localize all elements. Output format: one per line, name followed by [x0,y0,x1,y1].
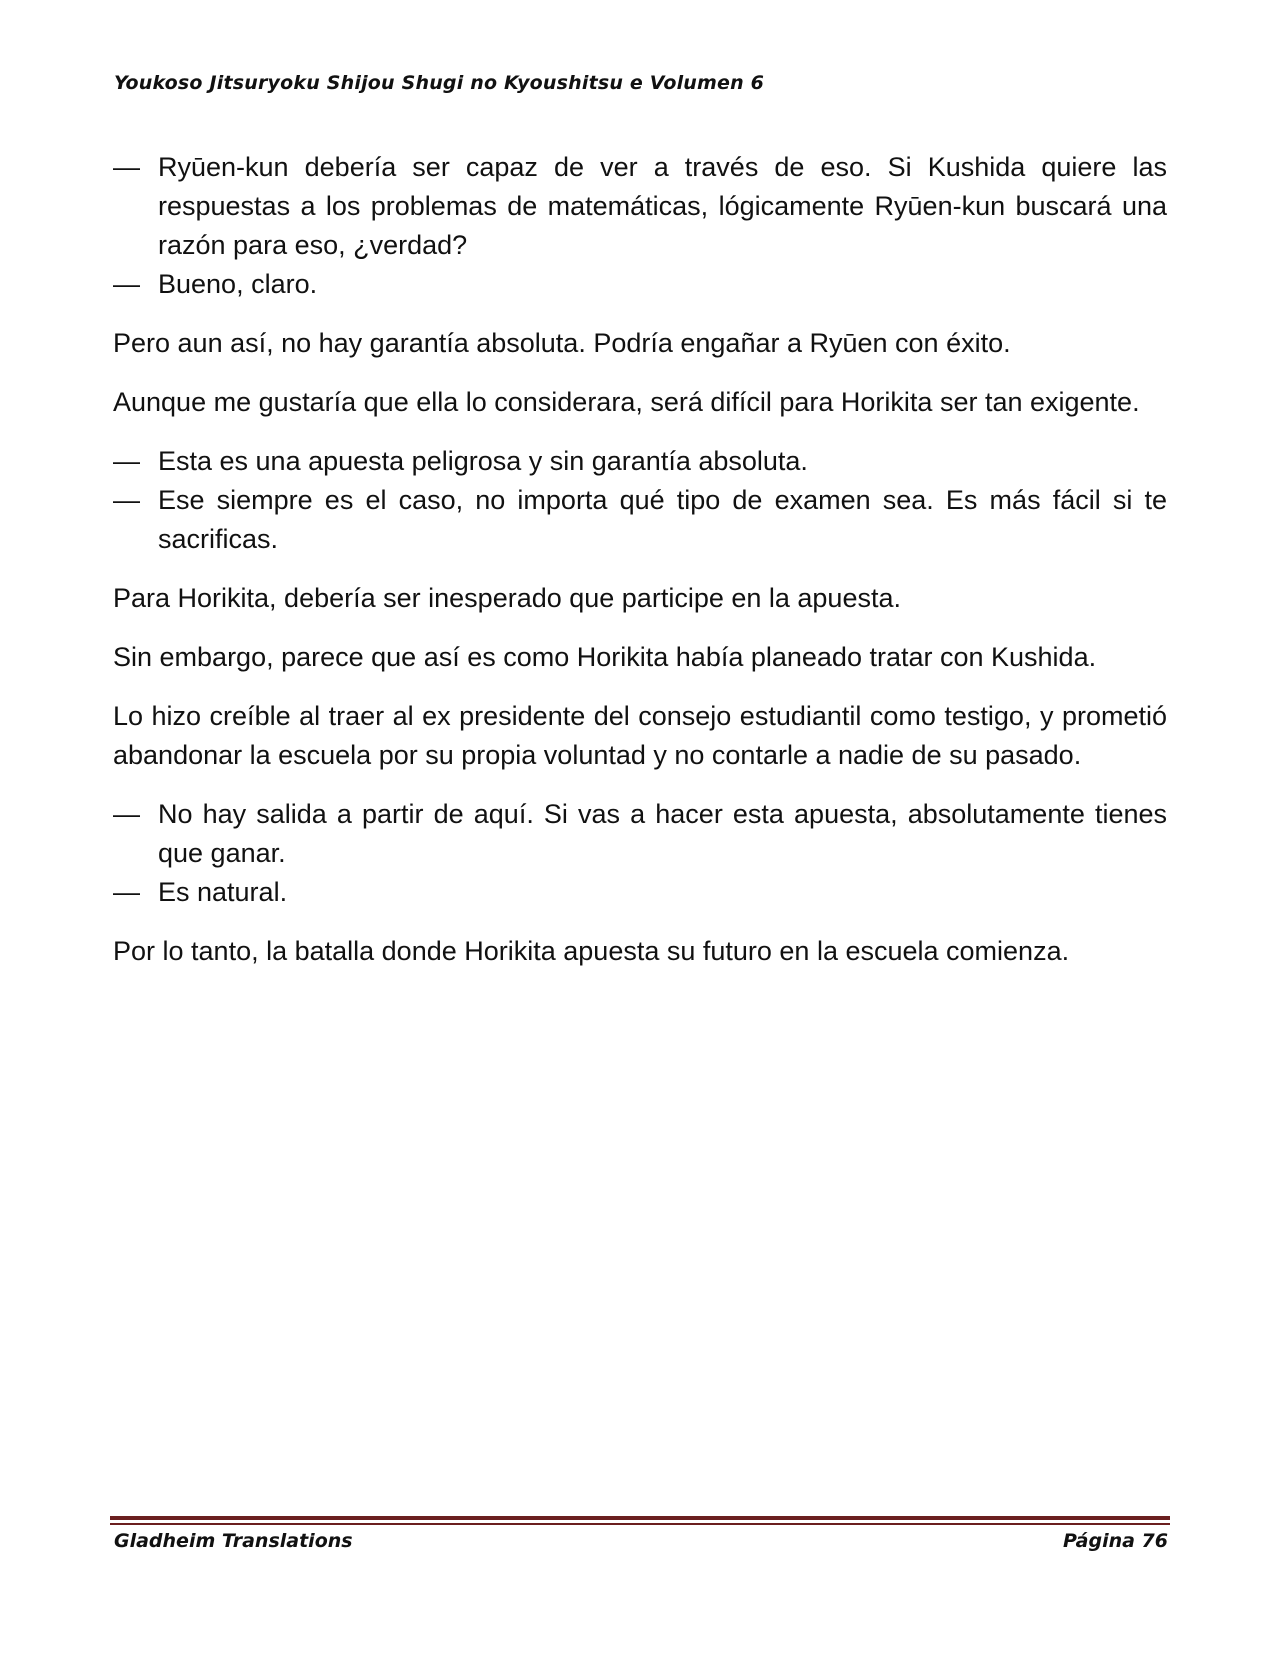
paragraph: Por lo tanto, la batalla donde Horikita apuesta su futuro en la escuela comienza. [113,936,1070,966]
dialog-text: Bueno, claro. [158,269,318,299]
dialog-line [113,148,1167,265]
paragraph: Para Horikita, debería ser inesperado que participe en la apuesta. [113,583,901,613]
paragraph: Aunque me gustaría que ella lo considerara, será difícil para Horikita ser tan exigente. [113,387,1140,417]
dialog-line [113,442,1167,481]
dialog-text: Ryūen-kun debería ser capaz de ver a través de eso. Si Kushida quiere las respuestas a los problemas de matemáticas, lógicamente Ryūen-kun buscará una razón para eso, ¿verdad? [158,152,1167,260]
dialog-dash: — [113,152,140,182]
dialog-line [113,795,1167,873]
paragraph: Sin embargo, parece que así es como Horikita había planeado tratar con Kushida. [113,642,1097,672]
footer-rule [110,1516,1170,1520]
dialog-block [113,148,1167,304]
dialog-line [113,873,1167,912]
dialog-block [113,442,1167,559]
page-number: Página 76 [1062,1530,1168,1552]
dialog-dash: — [113,877,140,907]
dialog-dash: — [113,485,140,515]
dialog-dash: — [113,799,140,829]
paragraph: Pero aun así, no hay garantía absoluta. Podría engañar a Ryūen con éxito. [113,328,1011,358]
footer-rule-thin [110,1523,1170,1525]
dialog-line [113,265,1167,304]
dialog-text: No hay salida a partir de aquí. Si vas a hacer esta apuesta, absolutamente tienes que ganar. [158,799,1167,868]
dialog-dash: — [113,446,140,476]
dialog-text: Es natural. [158,877,288,907]
page-body [113,148,1167,991]
dialog-block [113,795,1167,912]
dialog-line [113,481,1167,559]
footer-translator: Gladheim Translations [114,1530,353,1552]
dialog-text: Esta es una apuesta peligrosa y sin garantía absoluta. [158,446,808,476]
paragraph: Lo hizo creíble al traer al ex presidente del consejo estudiantil como testigo, y prometió abandonar la escuela por su propia voluntad y no contarle a nadie de su pasado. [113,701,1167,770]
dialog-dash: — [113,269,140,299]
running-header: Youkoso Jitsuryoku Shijou Shugi no Kyoushitsu e Volumen 6 [114,72,765,94]
dialog-text: Ese siempre es el caso, no importa qué tipo de examen sea. Es más fácil si te sacrificas. [158,485,1167,554]
